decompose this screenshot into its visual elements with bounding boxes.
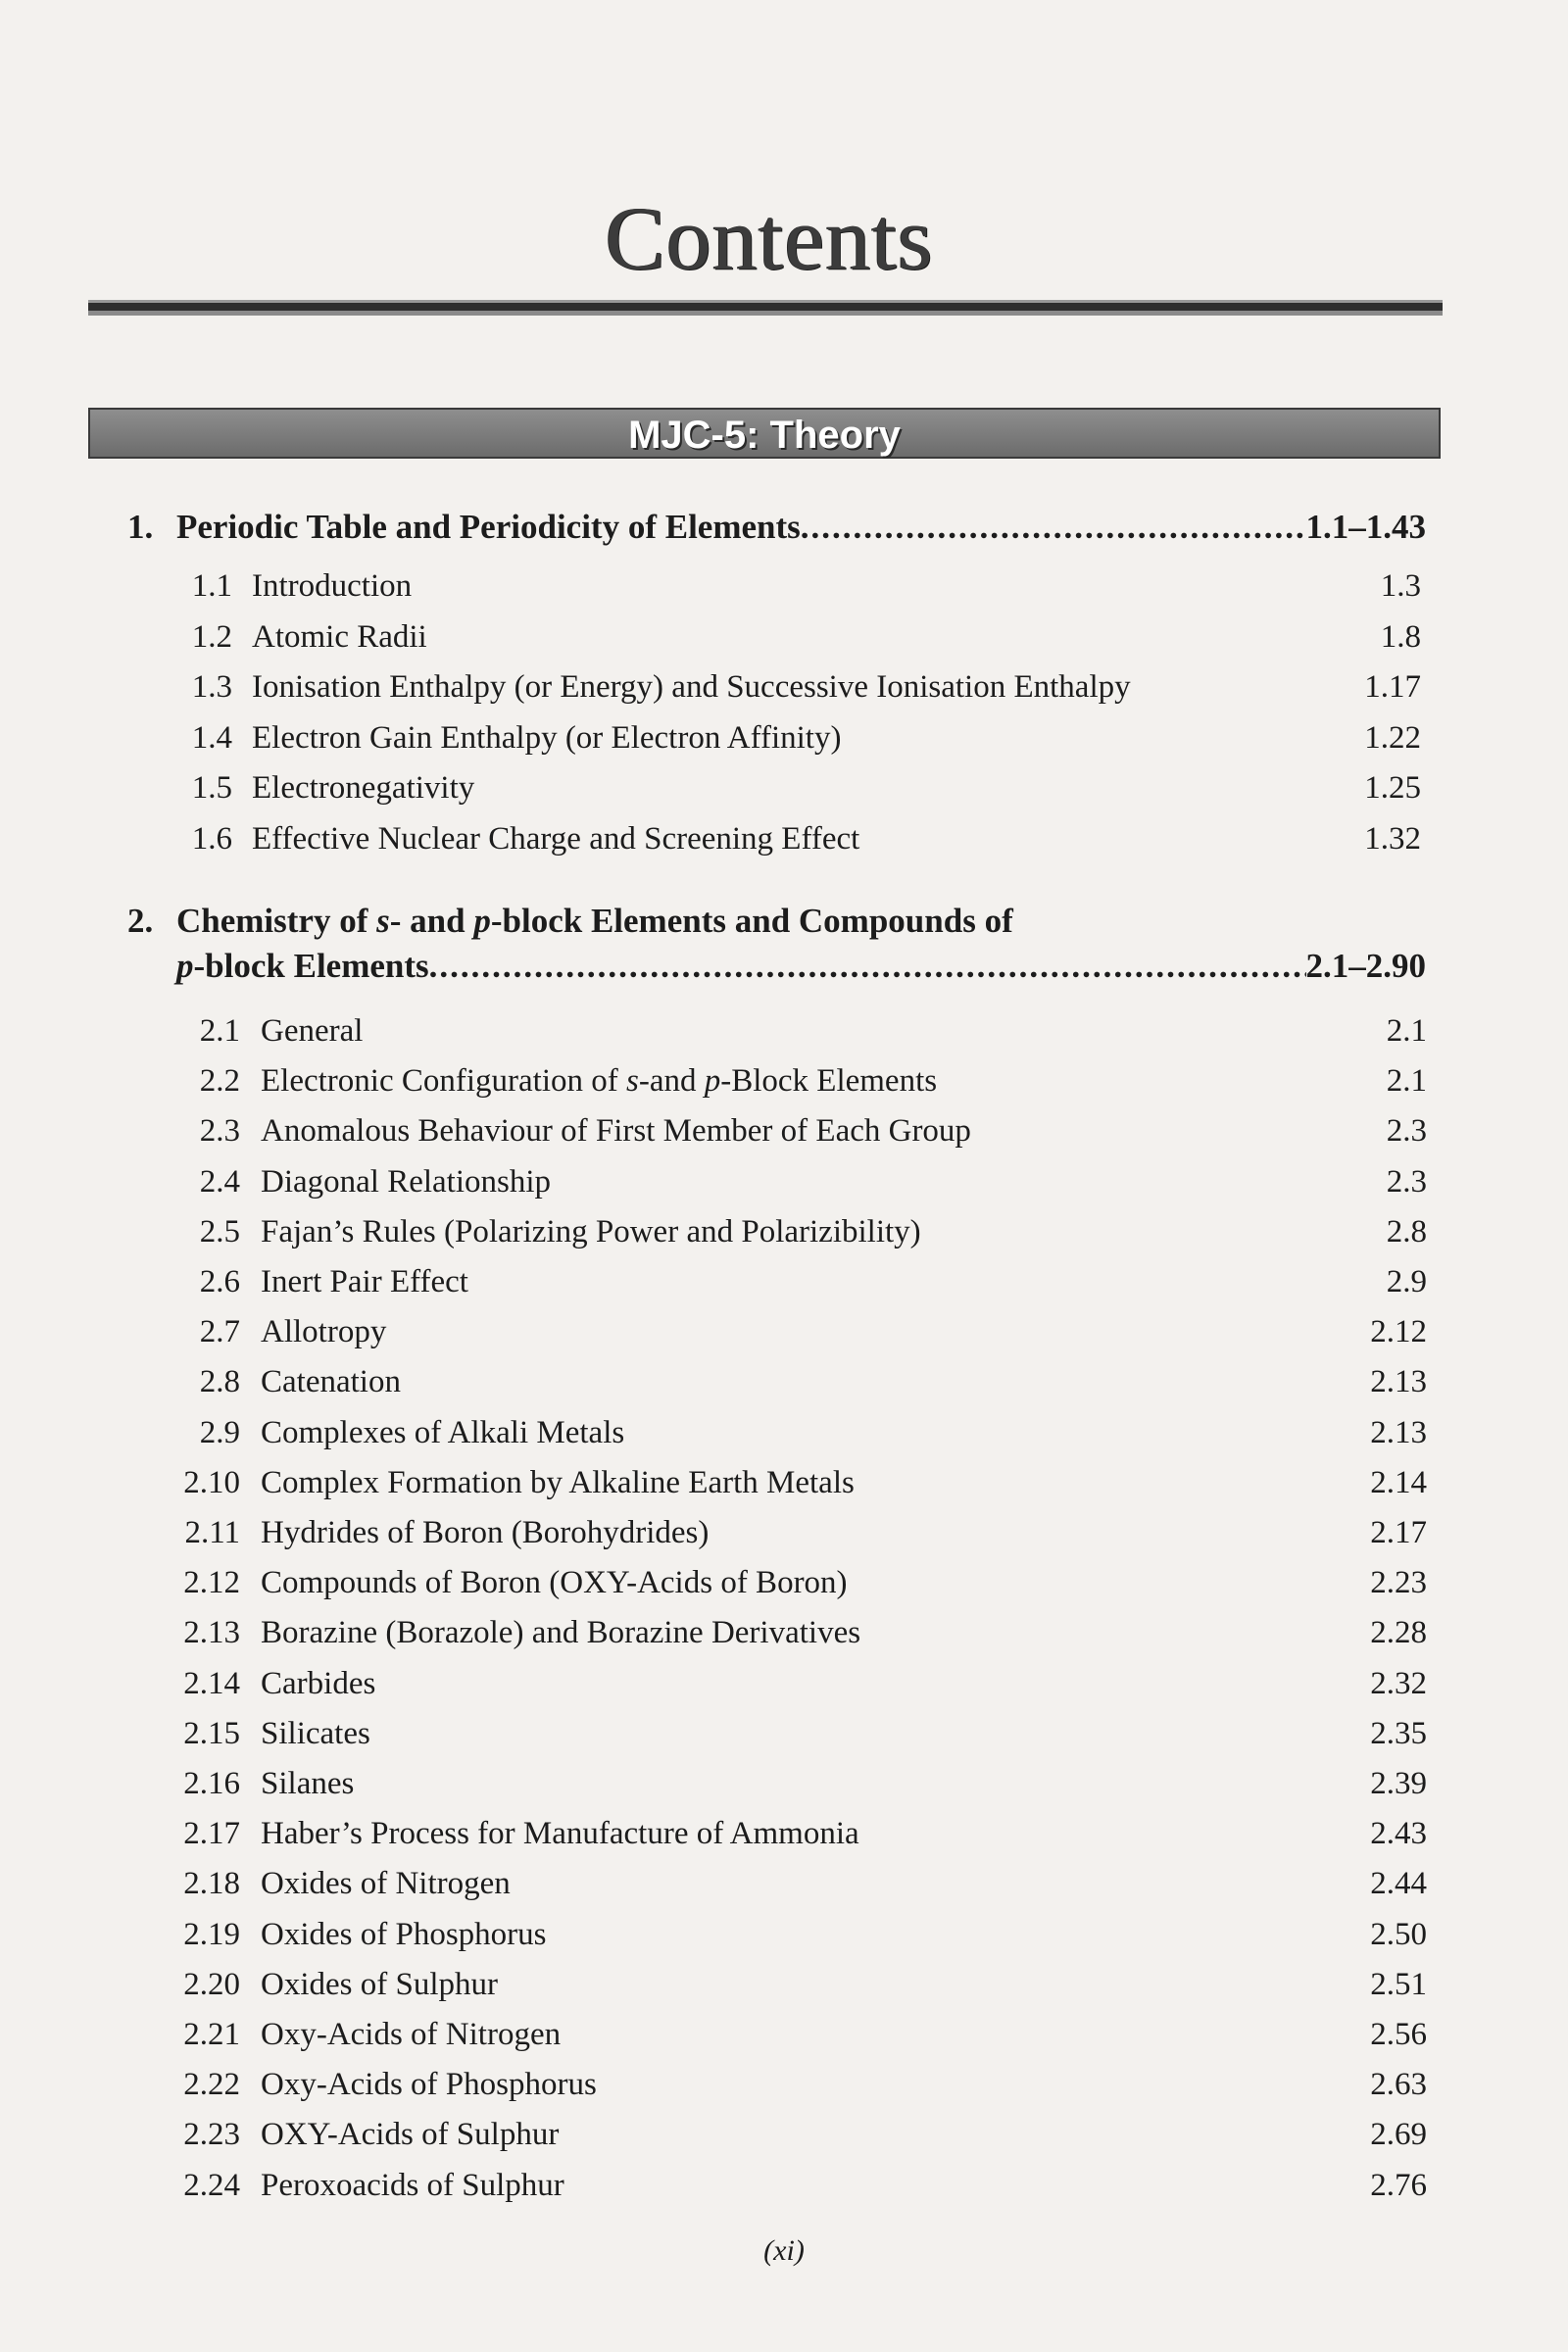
entry-title: Electronic Configuration of s-and p-Block Elements: [261, 1063, 938, 1100]
entry-title: Diagonal Relationship: [261, 1163, 552, 1200]
entry-number: 2.8: [199, 1364, 240, 1400]
entry-page: 1.17: [1364, 669, 1421, 705]
dot-leader: [429, 947, 1306, 986]
toc-entry[interactable]: [0, 1816, 1450, 1859]
page-title: Contents: [605, 188, 934, 288]
entry-page: 1.25: [1364, 770, 1421, 806]
entry-page: 1.22: [1364, 719, 1421, 756]
toc-entry[interactable]: [0, 1866, 1450, 1909]
entry-page: 2.43: [1370, 1816, 1427, 1852]
entry-page: 2.13: [1370, 1364, 1427, 1400]
entry-title: Borazine (Borazole) and Borazine Derivatives: [261, 1615, 861, 1651]
entry-title: Allotropy: [261, 1314, 387, 1350]
dot-leader: [801, 508, 1306, 547]
entry-title: Peroxoacids of Sulphur: [261, 2167, 564, 2203]
entry-page: 2.63: [1370, 2067, 1427, 2103]
entry-number: 2.10: [183, 1464, 240, 1500]
entry-number: 2.7: [199, 1314, 240, 1350]
toc-entry[interactable]: [0, 1666, 1450, 1709]
entry-page: 2.8: [1386, 1213, 1427, 1250]
entry-title: Silanes: [261, 1766, 355, 1801]
entry-number: 1.3: [191, 669, 232, 705]
toc-entry[interactable]: [0, 2168, 1450, 2211]
entry-page: 2.51: [1370, 1966, 1427, 2002]
entry-title: Atomic Radii: [252, 618, 427, 655]
entry-page: 2.39: [1370, 1766, 1427, 1801]
entry-page: 2.28: [1370, 1615, 1427, 1651]
entry-number: 2.18: [183, 1866, 240, 1902]
entry-number: 2.20: [183, 1966, 240, 2002]
entry-title: Oxides of Sulphur: [261, 1966, 498, 2002]
entry-title: Effective Nuclear Charge and Screening Effect: [252, 820, 860, 857]
entry-number: 1.5: [191, 770, 232, 806]
entry-page: 1.32: [1364, 820, 1421, 857]
entry-title: Oxides of Phosphorus: [261, 1916, 547, 1952]
entry-title: Hydrides of Boron (Borohydrides): [261, 1515, 710, 1550]
entry-page: 2.1: [1386, 1013, 1427, 1049]
entry-number: 1.1: [191, 568, 232, 604]
entry-page: 1.8: [1380, 618, 1421, 655]
toc-entry[interactable]: [0, 1364, 1450, 1407]
chapter-page-range: 2.1–2.90: [1305, 947, 1426, 985]
title-rule: [88, 300, 1443, 316]
page-number-footer: (xi): [763, 2234, 805, 2267]
entry-number: 2.1: [199, 1013, 240, 1049]
toc-entry[interactable]: [0, 1415, 1450, 1458]
toc-entry[interactable]: [0, 1716, 1450, 1759]
toc-entry[interactable]: [0, 1164, 1450, 1207]
entry-number: 2.2: [199, 1063, 240, 1100]
entry-number: 1.2: [191, 618, 232, 655]
entry-page: 2.9: [1386, 1264, 1427, 1299]
entry-number: 2.16: [183, 1766, 240, 1801]
chapter-title-line-1: Chemistry of s- and p-block Elements and Compounds of: [176, 902, 1013, 940]
toc-entry[interactable]: [0, 1967, 1450, 2010]
entry-page: 2.76: [1370, 2167, 1427, 2203]
entry-page: 2.3: [1386, 1113, 1427, 1150]
entry-number: 2.9: [199, 1414, 240, 1450]
entry-title: Compounds of Boron (OXY-Acids of Boron): [261, 1565, 848, 1601]
entry-number: 2.19: [183, 1916, 240, 1952]
toc-entry[interactable]: [0, 568, 1450, 612]
toc-entry[interactable]: [0, 2067, 1450, 2110]
entry-title: Oxides of Nitrogen: [261, 1866, 511, 1902]
entry-page: 2.13: [1370, 1414, 1427, 1450]
entry-page: 2.23: [1370, 1565, 1427, 1601]
entry-number: 2.13: [183, 1615, 240, 1651]
toc-entry[interactable]: [0, 1214, 1450, 1257]
section-banner: [88, 408, 1441, 459]
chapter-title: Periodic Table and Periodicity of Elements: [176, 508, 801, 546]
chapter-number: 2.: [127, 902, 154, 940]
entry-number: 2.15: [183, 1715, 240, 1751]
entry-page: 2.32: [1370, 1665, 1427, 1701]
toc-entry[interactable]: [0, 1314, 1450, 1357]
entry-number: 2.12: [183, 1565, 240, 1601]
entry-number: 2.3: [199, 1113, 240, 1150]
entry-title: Oxy-Acids of Phosphorus: [261, 2067, 597, 2103]
entry-page: 2.44: [1370, 1866, 1427, 1902]
entry-title: General: [261, 1013, 364, 1049]
chapter-number: 1.: [127, 508, 154, 546]
toc-entry[interactable]: [0, 2117, 1450, 2160]
entry-number: 2.23: [183, 2117, 240, 2153]
chapter-title-line-2: p-block Elements: [176, 947, 429, 985]
toc-entry[interactable]: [0, 1264, 1450, 1307]
toc-entry[interactable]: [0, 770, 1450, 813]
toc-entry[interactable]: [0, 1917, 1450, 1960]
entry-page: 2.12: [1370, 1314, 1427, 1350]
entry-page: 2.56: [1370, 2017, 1427, 2052]
entry-title: Inert Pair Effect: [261, 1264, 468, 1299]
toc-entry[interactable]: [0, 1766, 1450, 1809]
entry-title: Ionisation Enthalpy (or Energy) and Successive Ionisation Enthalpy: [252, 669, 1131, 705]
entry-number: 2.24: [183, 2167, 240, 2203]
entry-number: 2.22: [183, 2067, 240, 2103]
entry-number: 2.5: [199, 1213, 240, 1250]
entry-number: 2.4: [199, 1163, 240, 1200]
entry-number: 2.21: [183, 2017, 240, 2052]
chapter-heading-1[interactable]: [127, 508, 1426, 553]
entry-number: 1.6: [191, 820, 232, 857]
entry-page: 2.17: [1370, 1515, 1427, 1550]
entry-title: Catenation: [261, 1364, 401, 1400]
toc-entry[interactable]: [0, 1465, 1450, 1508]
toc-entry[interactable]: [0, 1013, 1450, 1056]
chapter-page-range: 1.1–1.43: [1305, 508, 1426, 546]
entry-number: 2.14: [183, 1665, 240, 1701]
toc-entry[interactable]: [0, 669, 1450, 712]
entry-title: Introduction: [252, 568, 413, 604]
entry-number: 2.11: [184, 1515, 240, 1550]
entry-page: 2.3: [1386, 1163, 1427, 1200]
entry-page: 2.14: [1370, 1464, 1427, 1500]
toc-entry[interactable]: [0, 1565, 1450, 1608]
entry-number: 2.17: [183, 1816, 240, 1852]
entry-title: Electronegativity: [252, 770, 475, 806]
toc-entry[interactable]: [0, 1615, 1450, 1658]
entry-page: 2.35: [1370, 1715, 1427, 1751]
entry-number: 2.6: [199, 1264, 240, 1299]
entry-page: 1.3: [1380, 568, 1421, 604]
entry-page: 2.69: [1370, 2117, 1427, 2153]
entry-title: Fajan’s Rules (Polarizing Power and Polarizibility): [261, 1213, 921, 1250]
entry-title: Carbides: [261, 1665, 376, 1701]
toc-entry[interactable]: [0, 1515, 1450, 1558]
entry-title: Complexes of Alkali Metals: [261, 1414, 625, 1450]
chapter-heading-2[interactable]: [127, 902, 1426, 992]
entry-title: Haber’s Process for Manufacture of Ammonia: [261, 1816, 859, 1852]
toc-entry[interactable]: [0, 821, 1450, 864]
entry-title: Anomalous Behaviour of First Member of Each Group: [261, 1113, 971, 1150]
section-banner-label: MJC-5: Theory: [628, 414, 901, 457]
toc-entry[interactable]: [0, 720, 1450, 763]
entry-title: Electron Gain Enthalpy (or Electron Affinity): [252, 719, 842, 756]
toc-entry[interactable]: [0, 1113, 1450, 1156]
toc-entry[interactable]: [0, 619, 1450, 662]
toc-entry[interactable]: [0, 2017, 1450, 2060]
entry-title: Silicates: [261, 1715, 370, 1751]
toc-entry[interactable]: [0, 1063, 1450, 1106]
entry-page: 2.1: [1386, 1063, 1427, 1100]
entry-title: Complex Formation by Alkaline Earth Metals: [261, 1464, 855, 1500]
entry-number: 1.4: [191, 719, 232, 756]
entry-title: OXY-Acids of Sulphur: [261, 2117, 560, 2153]
entry-title: Oxy-Acids of Nitrogen: [261, 2017, 562, 2052]
entry-page: 2.50: [1370, 1916, 1427, 1952]
